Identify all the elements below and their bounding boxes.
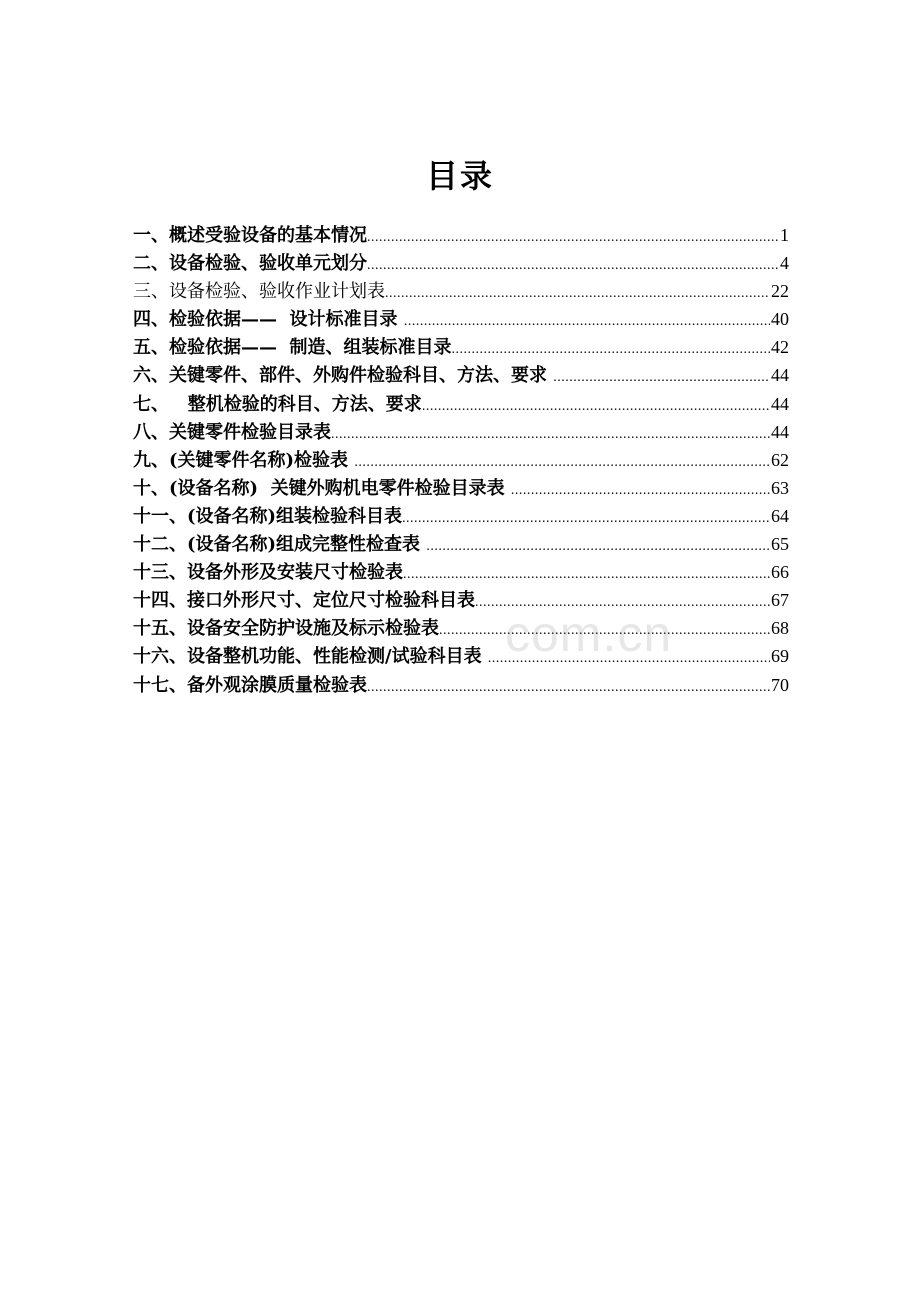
toc-entry-page: 1 [780,225,789,245]
toc-leader-dots [511,477,770,502]
toc-entry[interactable] [133,614,789,642]
toc-entry[interactable] [133,221,789,249]
toc-entry-label: 十五、设备安全防护设施及标示检验表 [133,618,439,640]
toc-leader-dots [452,336,770,361]
toc-entry[interactable] [133,333,789,361]
toc-entry-page: 44 [771,393,789,414]
toc-leader-dots [354,449,770,474]
toc-entry[interactable] [133,277,789,305]
toc-entry-label: 十三、设备外形及安装尺寸检验表 [133,562,403,584]
toc-entry[interactable] [133,418,789,446]
toc-entry-label: 三、设备检验、验收作业计划表 [133,281,385,303]
toc-entry-label: 十七、备外观涂膜质量检验表 [133,674,367,696]
toc-entry-page: 67 [771,590,789,611]
toc-leader-dots [331,421,770,446]
toc-entry-page: 63 [771,477,789,498]
toc-leader-dots [553,364,770,389]
toc-entry[interactable] [133,361,789,389]
toc-entry-page: 44 [771,365,789,386]
toc-entry[interactable] [133,586,789,614]
toc-entry-label: 四、检验依据—— 设计标准目录 [133,309,404,331]
toc-entry[interactable] [133,446,789,474]
toc-entry-label: 七、 整机检验的科目、方法、要求 [133,393,422,415]
toc-entry[interactable] [133,642,789,670]
toc-entry-label: 六、关键零件、部件、外购件检验科目、方法、要求 [133,365,554,387]
toc-entry-page: 64 [771,505,789,526]
toc-entry[interactable] [133,390,789,418]
toc-entry[interactable] [133,530,789,558]
toc-leader-dots [367,674,770,699]
toc-entry-label: 八、关键零件检验目录表 [133,421,331,443]
toc-leader-dots [403,561,770,586]
toc-entry[interactable] [133,502,789,530]
toc-entry[interactable] [133,558,789,586]
toc-entry-page: 22 [771,281,789,302]
toc-leader-dots [367,224,779,249]
toc-entry-page: 44 [771,421,789,442]
toc-entry-page: 40 [771,309,789,330]
toc-entry-label: 二、设备检验、验收单元划分 [133,253,367,275]
toc-list [133,221,789,699]
toc-entry-page: 68 [771,618,789,639]
toc-entry-label: 十一、(设备名称)组装检验科目表 [133,505,403,527]
toc-entry-page: 65 [771,534,789,555]
toc-entry[interactable] [133,249,789,277]
toc-entry[interactable] [133,305,789,333]
toc-leader-dots [402,505,770,530]
toc-entry-page: 69 [771,646,789,667]
toc-leader-dots [422,393,770,418]
toc-entry-label: 一、概述受验设备的基本情况 [133,225,367,246]
toc-entry-label: 十四、接口外形尺寸、定位尺寸检验科目表 [133,590,475,612]
toc-entry-label: 十六、设备整机功能、性能检测/试验科目表 [133,646,488,668]
toc-leader-dots [367,252,779,277]
toc-entry-page: 66 [771,562,789,583]
toc-entry-page: 4 [780,253,789,274]
watermark-text: com.cn [505,606,673,662]
toc-entry-page: 62 [771,449,789,470]
toc-entry-page: 70 [771,674,789,695]
toc-entry-label: 十二、(设备名称)组成完整性检查表 [133,534,427,556]
toc-leader-dots [404,308,770,333]
toc-leader-dots [385,280,770,305]
toc-entry-page: 42 [771,337,789,358]
toc-entry-label: 九、(关键零件名称)检验表 [133,449,355,471]
toc-entry-label: 五、检验依据—— 制造、组装标准目录 [133,337,452,359]
toc-entry[interactable] [133,474,789,502]
toc-leader-dots [426,533,770,558]
toc-entry-label: 十、(设备名称) 关键外购机电零件检验目录表 [133,477,511,499]
toc-entry[interactable] [133,671,789,699]
toc-title: 目录 [425,157,494,195]
